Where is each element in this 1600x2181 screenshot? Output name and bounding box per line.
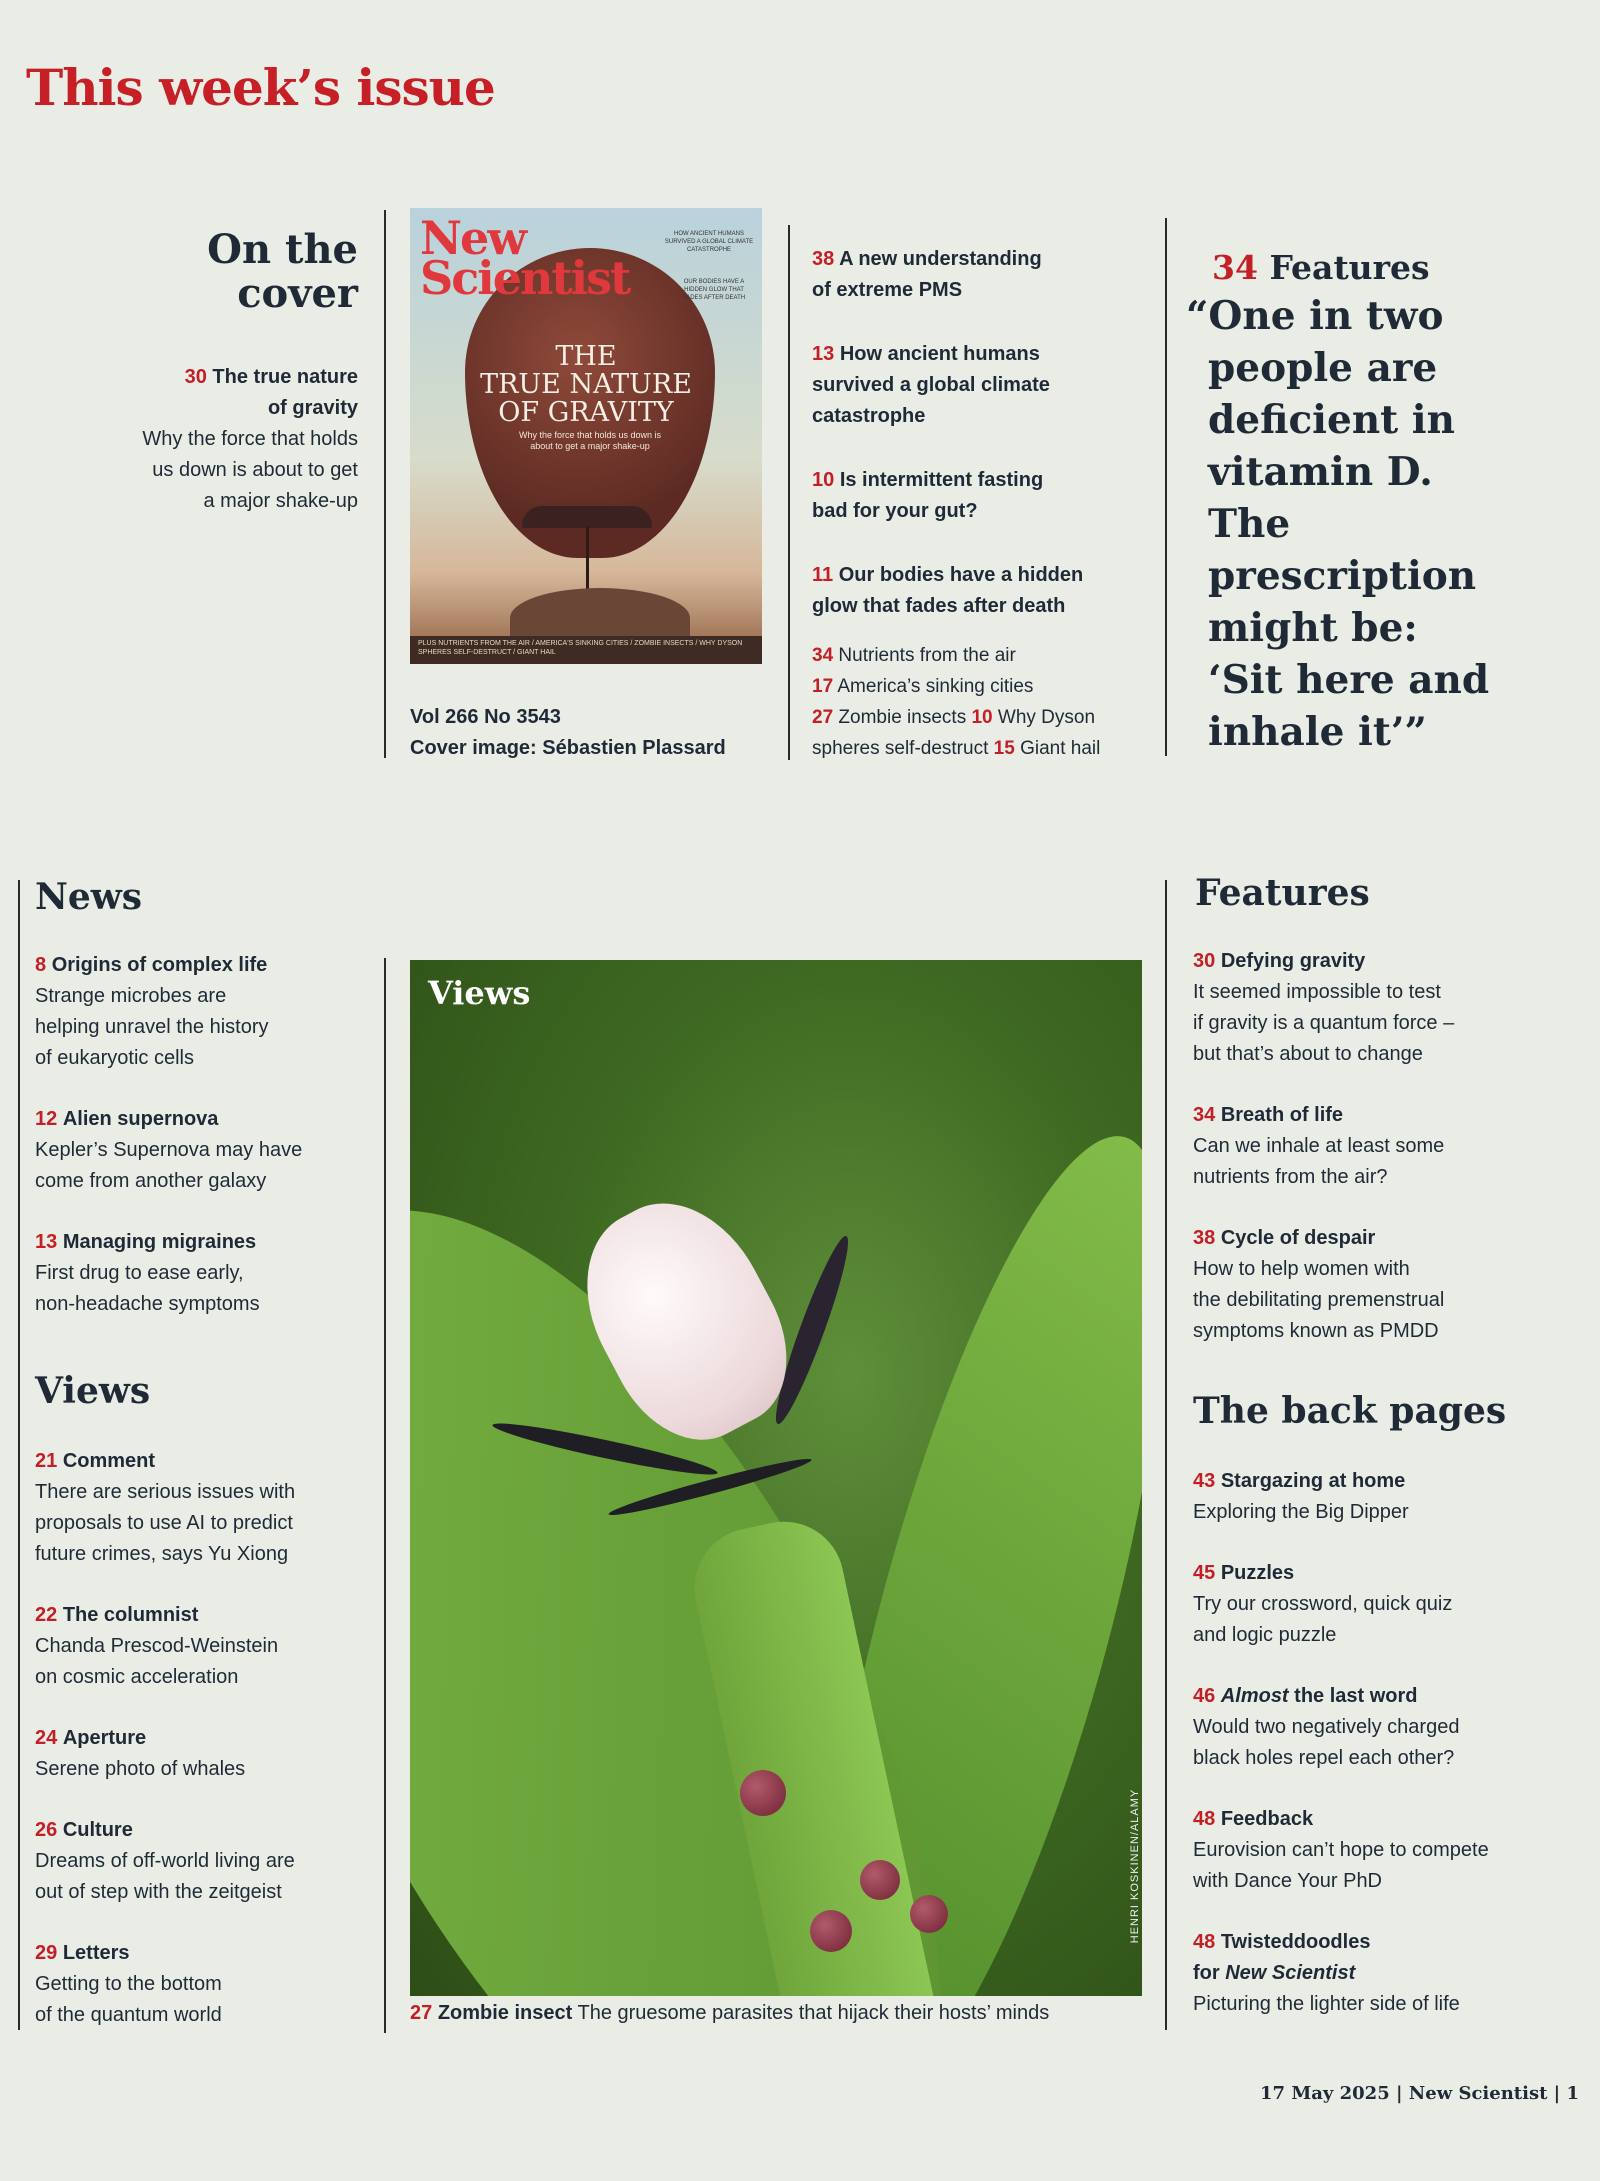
- umbrella-pole: [586, 526, 589, 596]
- item-desc: Why the force that holds: [142, 428, 358, 450]
- item-text: glow that fades after death: [812, 595, 1066, 617]
- page-number: 30: [1193, 950, 1216, 972]
- features-item[interactable]: [1193, 946, 1573, 1070]
- page-number: 48: [1193, 1931, 1216, 1953]
- item-title: Managing migraines: [62, 1231, 257, 1253]
- page-number: 34: [1193, 1104, 1216, 1126]
- item-title: Twisteddoodles: [1220, 1931, 1371, 1953]
- page-number: 8: [35, 954, 47, 976]
- item-desc: a major shake-up: [203, 490, 358, 512]
- quote-line: The prescription: [1208, 501, 1477, 599]
- item-title: Feedback: [1220, 1808, 1314, 1830]
- flower-bud: [740, 1770, 786, 1816]
- back-pages-item[interactable]: [1193, 1927, 1573, 2020]
- pull-quote: [1186, 290, 1566, 758]
- item-desc: black holes repel each other?: [1193, 1747, 1455, 1769]
- heading-line: On the: [207, 226, 358, 273]
- page-number: 10: [971, 707, 993, 728]
- quote-line: ‘Sit here and: [1208, 657, 1490, 703]
- item-desc: Serene photo of whales: [35, 1758, 246, 1780]
- item-desc: the debilitating premenstrual: [1193, 1289, 1445, 1311]
- item-desc: of the quantum world: [35, 2004, 222, 2026]
- volume-info: [410, 702, 726, 764]
- item-title: Stargazing at home: [1220, 1470, 1406, 1492]
- page-number: 27: [812, 707, 834, 728]
- item-text: survived a global climate: [812, 374, 1050, 396]
- item-desc: non-headache symptoms: [35, 1293, 260, 1315]
- page-number: 38: [1193, 1227, 1216, 1249]
- item-title: Origins of complex life: [51, 954, 268, 976]
- item-text: Is intermittent fasting: [839, 469, 1044, 491]
- item-desc: Would two negatively charged: [1193, 1716, 1460, 1738]
- news-list: [35, 950, 365, 1350]
- news-item[interactable]: [35, 1227, 365, 1320]
- item-title: Breath of life: [1220, 1104, 1344, 1126]
- page-number: 27: [410, 2002, 433, 2024]
- views-item[interactable]: [35, 1600, 375, 1693]
- page-number: 43: [1193, 1470, 1216, 1492]
- back-pages-item[interactable]: [1193, 1681, 1573, 1774]
- back-pages-heading: The back pages: [1193, 1390, 1507, 1432]
- list-item[interactable]: [812, 339, 1142, 432]
- item-title: Defying gravity: [1220, 950, 1366, 972]
- list-item[interactable]: [812, 560, 1142, 622]
- page-number: 26: [35, 1819, 58, 1841]
- divider: [788, 225, 790, 760]
- item-text: Our bodies have a hidden: [838, 564, 1084, 586]
- back-pages-item[interactable]: [1193, 1804, 1573, 1897]
- quote-line: vitamin D.: [1208, 449, 1433, 495]
- item-title: The columnist: [62, 1604, 199, 1626]
- item-desc: proposals to use AI to predict: [35, 1512, 293, 1534]
- item-text: A new understanding: [839, 248, 1042, 270]
- page-number: 10: [812, 469, 835, 491]
- page-number: 29: [35, 1942, 58, 1964]
- page-number: 46: [1193, 1685, 1216, 1707]
- brand-line: Scientist: [420, 251, 630, 305]
- divider: [384, 210, 386, 758]
- short-list: [812, 640, 1142, 764]
- item-desc: Getting to the bottom: [35, 1973, 222, 1995]
- item-text[interactable]: Why Dyson: [997, 707, 1096, 728]
- item-text[interactable]: spheres self-destruct: [812, 738, 989, 759]
- page-number: 45: [1193, 1562, 1216, 1584]
- item-desc: First drug to ease early,: [35, 1262, 244, 1284]
- volume-number: Vol 266 No 3543: [410, 706, 561, 728]
- item-text[interactable]: Zombie insects: [838, 707, 967, 728]
- item-text: bad for your gut?: [812, 500, 978, 522]
- cover-lines-list: [812, 244, 1142, 764]
- on-the-cover-heading: [140, 228, 358, 316]
- quote-line: deficient in: [1208, 397, 1455, 443]
- divider: [1165, 218, 1167, 756]
- cover-brand: [420, 211, 630, 305]
- item-title: the last word: [1288, 1685, 1418, 1707]
- item-desc: Try our crossword, quick quiz: [1193, 1593, 1453, 1615]
- quote-line: people are: [1208, 345, 1438, 391]
- page-number: 11: [812, 564, 834, 586]
- page-number: 13: [35, 1231, 58, 1253]
- page-number: 24: [35, 1727, 58, 1749]
- caption-text: The gruesome parasites that hijack their hosts’ minds: [577, 2002, 1050, 2024]
- item-title: Aperture: [62, 1727, 147, 1749]
- quote-heading[interactable]: [1212, 248, 1430, 287]
- item-text: How ancient humans: [839, 343, 1040, 365]
- views-photo[interactable]: [410, 960, 1142, 1996]
- item-desc: Eurovision can’t hope to compete: [1193, 1839, 1489, 1861]
- page-number: 34: [812, 645, 834, 666]
- item-title: The true nature: [212, 366, 358, 388]
- flower-bud: [910, 1895, 948, 1933]
- item-desc: Strange microbes are: [35, 985, 227, 1007]
- views-item[interactable]: [35, 1815, 375, 1908]
- page-number: 48: [1193, 1808, 1216, 1830]
- item-desc: symptoms known as PMDD: [1193, 1320, 1439, 1342]
- page-number: 30: [184, 366, 207, 388]
- item-text: of extreme PMS: [812, 279, 963, 301]
- list-item[interactable]: [812, 465, 1142, 527]
- item-title: Alien supernova: [62, 1108, 219, 1130]
- cover-blurb: HOW ANCIENT HUMANS SURVIVED A GLOBAL CLIMATE CATASTROPHE: [664, 231, 754, 253]
- item-desc: future crimes, says Yu Xiong: [35, 1543, 289, 1565]
- back-pages-item[interactable]: [1193, 1558, 1573, 1651]
- divider: [384, 958, 386, 2033]
- item-title: for: [1193, 1962, 1226, 1984]
- umbrella-shape: [522, 506, 652, 528]
- cover-image: [410, 208, 762, 664]
- news-heading: News: [35, 876, 143, 918]
- list-item[interactable]: [812, 244, 1142, 306]
- divider: [18, 880, 20, 2030]
- item-desc: helping unravel the history: [35, 1016, 269, 1038]
- quote-line: “One in two: [1186, 293, 1444, 339]
- cover-title-line: THE: [555, 341, 617, 372]
- page-number: 34: [1212, 248, 1258, 287]
- item-desc: of eukaryotic cells: [35, 1047, 194, 1069]
- item-desc: and logic puzzle: [1193, 1624, 1337, 1646]
- cover-strip: PLUS NUTRIENTS FROM THE AIR / AMERICA'S SINKING CITIES / ZOMBIE INSECTS / WHY DYSON SPHERES SELF-DESTRUCT / GIANT HAIL: [410, 636, 762, 664]
- item-title: Comment: [62, 1450, 156, 1472]
- photo-caption: [410, 1998, 1049, 2029]
- cover-subtitle: Why the force that holds us down is about to get a major shake-up: [518, 430, 662, 451]
- page-number: 21: [35, 1450, 58, 1472]
- item-desc: nutrients from the air?: [1193, 1166, 1388, 1188]
- item-desc: How to help women with: [1193, 1258, 1410, 1280]
- views-heading: Views: [35, 1370, 151, 1412]
- news-item[interactable]: [35, 1104, 365, 1197]
- item-desc: Can we inhale at least some: [1193, 1135, 1445, 1157]
- item-title: Letters: [62, 1942, 130, 1964]
- back-pages-list: [1193, 1466, 1573, 2050]
- features-item[interactable]: [1193, 1223, 1573, 1347]
- photo-credit: HENRI KOSKINEN/ALAMY: [1128, 1788, 1141, 1944]
- item-title: Cycle of despair: [1220, 1227, 1376, 1249]
- item-desc: with Dance Your PhD: [1193, 1870, 1383, 1892]
- page-number: 13: [812, 343, 835, 365]
- item-desc: Picturing the lighter side of life: [1193, 1993, 1460, 2015]
- item-title-em: New Scientist: [1225, 1962, 1356, 1984]
- item-desc: It seemed impossible to test: [1193, 981, 1441, 1003]
- features-heading: Features: [1195, 872, 1370, 914]
- item-title: Culture: [62, 1819, 133, 1841]
- item-desc: Chanda Prescod-Weinstein: [35, 1635, 279, 1657]
- item-desc: us down is about to get: [152, 459, 358, 481]
- item-desc: if gravity is a quantum force –: [1193, 1012, 1455, 1034]
- flower-bud: [810, 1910, 852, 1952]
- heading-line: cover: [237, 270, 358, 317]
- page-number: 12: [35, 1108, 58, 1130]
- item-desc: but that’s about to change: [1193, 1043, 1423, 1065]
- features-list: [1193, 946, 1573, 1377]
- item-desc: Kepler’s Supernova may have: [35, 1139, 303, 1161]
- item-text: catastrophe: [812, 405, 926, 427]
- item-desc: Exploring the Big Dipper: [1193, 1501, 1409, 1523]
- item-desc: on cosmic acceleration: [35, 1666, 239, 1688]
- cover-story-item[interactable]: [120, 362, 358, 517]
- brand-line: New: [420, 211, 525, 265]
- item-desc: Dreams of off-world living are: [35, 1850, 295, 1872]
- page-number: 17: [812, 676, 834, 697]
- back-pages-item[interactable]: [1193, 1466, 1573, 1528]
- caption-title: Zombie insect: [437, 2002, 573, 2024]
- views-item[interactable]: [35, 1723, 375, 1785]
- cover-title: [410, 343, 762, 427]
- divider: [1165, 880, 1167, 2030]
- flower-bud: [860, 1860, 900, 1900]
- cover-title-line: OF GRAVITY: [498, 397, 674, 428]
- views-list: [35, 1446, 375, 2061]
- views-item[interactable]: [35, 1938, 375, 2031]
- cover-blurb: OUR BODIES HAVE A HIDDEN GLOW THAT FADES AFTER DEATH: [682, 279, 746, 301]
- page-number: 22: [35, 1604, 58, 1626]
- item-text[interactable]: America’s sinking cities: [837, 676, 1034, 697]
- item-text[interactable]: Giant hail: [1020, 738, 1101, 759]
- item-title: Puzzles: [1220, 1562, 1295, 1584]
- item-title: of gravity: [267, 397, 358, 419]
- views-item[interactable]: [35, 1446, 375, 1570]
- page-number: 15: [993, 738, 1015, 759]
- item-desc: come from another galaxy: [35, 1170, 267, 1192]
- quote-line: might be:: [1208, 605, 1418, 651]
- item-text[interactable]: Nutrients from the air: [838, 645, 1016, 666]
- item-title-em: Almost: [1220, 1685, 1289, 1707]
- page-title: This week’s issue: [26, 58, 495, 117]
- news-item[interactable]: [35, 950, 365, 1074]
- item-desc: out of step with the zeitgeist: [35, 1881, 282, 1903]
- cover-title-line: TRUE NATURE: [480, 369, 692, 400]
- features-item[interactable]: [1193, 1100, 1573, 1193]
- photo-label: Views: [428, 974, 531, 1012]
- item-desc: There are serious issues with: [35, 1481, 296, 1503]
- page-footer: 17 May 2025 | New Scientist | 1: [1260, 2083, 1580, 2104]
- quote-label: Features: [1269, 248, 1430, 287]
- quote-line: inhale it’”: [1208, 709, 1427, 755]
- cover-credit: Cover image: Sébastien Plassard: [410, 737, 726, 759]
- page-number: 38: [812, 248, 835, 270]
